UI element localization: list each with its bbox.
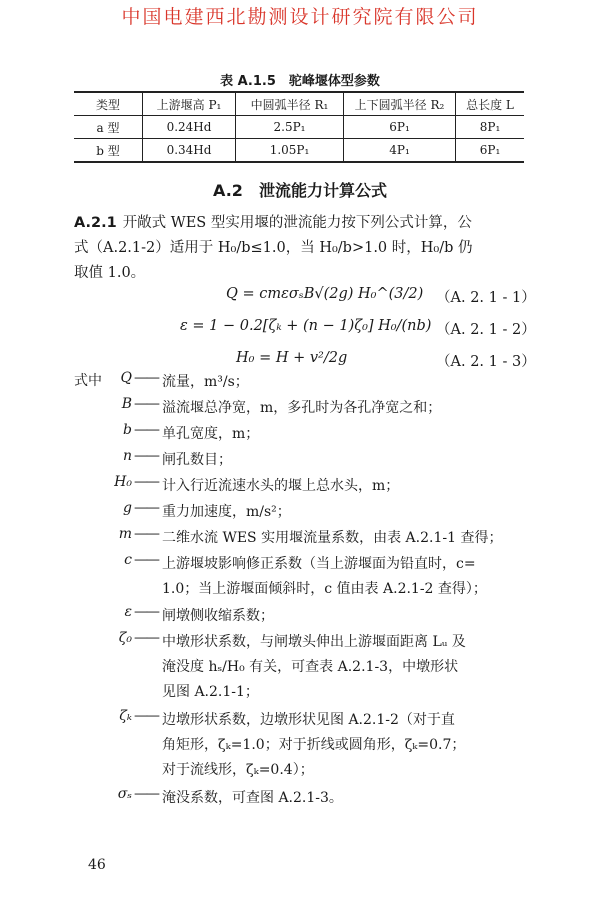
definition-text: 闸墩侧收缩系数； — [162, 608, 274, 624]
definition-text: 单孔宽度，m； — [162, 426, 260, 442]
table-cell: 8P₁ — [456, 116, 525, 139]
table-header-cell: 类型 — [74, 92, 143, 116]
equation-a-2-1-1 — [0, 286, 600, 314]
definition-symbol: Q — [120, 370, 132, 386]
definition-symbol: m — [118, 526, 132, 542]
equation-number: （A. 2. 1 - 1） — [436, 290, 536, 306]
definition-dash: —— — [134, 526, 158, 542]
definition-symbol: ζₖ — [119, 708, 132, 724]
table-header-cell: 总长度 L — [456, 92, 525, 116]
paragraph-a-2-1 — [74, 211, 529, 286]
table-cell: 0.24Hd — [143, 116, 236, 139]
definition-symbol: n — [122, 448, 132, 464]
table-cell: 4P₁ — [344, 139, 456, 163]
definition-dash: —— — [134, 552, 158, 568]
definition-text: 闸孔数目； — [162, 452, 232, 468]
definition-row — [74, 422, 534, 448]
table-title: 表 A.1.5 驼峰堰体型参数 — [220, 74, 380, 89]
definition-dash: —— — [134, 500, 158, 516]
table-cell: 2.5P₁ — [236, 116, 344, 139]
definition-symbol: H₀ — [114, 474, 132, 490]
definition-dash: —— — [134, 708, 158, 724]
definition-symbol: b — [123, 422, 132, 438]
definition-row — [74, 604, 534, 630]
definition-text-cont: 见图 A.2.1-1； — [162, 684, 259, 700]
definition-dash: —— — [134, 604, 158, 620]
definition-row — [74, 500, 534, 526]
definition-symbol: c — [124, 552, 132, 568]
definition-text: 重力加速度，m/s²； — [162, 504, 291, 520]
definition-symbol: B — [121, 396, 132, 412]
equation-formula: Q = cmεσₛB√(2g) H₀^(3/2) — [226, 286, 424, 302]
paragraph-line: 取值 1.0。 — [74, 265, 146, 281]
definition-symbol: ε — [124, 604, 132, 620]
equation-number: （A. 2. 1 - 3） — [436, 354, 536, 370]
definition-text-cont: 对于流线形，ζₖ=0.4）； — [162, 762, 314, 778]
table-cell: b 型 — [74, 139, 143, 163]
section-heading: A.2 泄流能力计算公式 — [213, 181, 387, 200]
clause-number: A.2.1 — [74, 215, 117, 231]
table-cell: a 型 — [74, 116, 143, 139]
parameter-table — [74, 91, 524, 163]
page-number: 46 — [88, 857, 106, 873]
definition-dash: —— — [134, 630, 158, 646]
table-cell: 0.34Hd — [143, 139, 236, 163]
definition-row — [74, 786, 534, 812]
definition-text: 流量，m³/s； — [162, 374, 249, 390]
definition-symbol: ζ₀ — [118, 630, 132, 646]
table-cell: 6P₁ — [456, 139, 525, 163]
table-header-cell: 上下圆弧半径 R₂ — [344, 92, 456, 116]
definition-text: 淹没系数，可查图 A.2.1-3。 — [162, 790, 343, 806]
equation-number: （A. 2. 1 - 2） — [436, 322, 536, 338]
definition-row — [74, 396, 534, 422]
definition-dash: —— — [134, 370, 158, 386]
definition-text-cont: 1.0；当上游堰面倾斜时，c 值由表 A.2.1-2 查得）； — [162, 581, 487, 597]
definition-row — [74, 708, 534, 778]
definition-row — [74, 526, 534, 552]
definition-row — [74, 370, 534, 396]
definition-text-cont: 角矩形，ζₖ=1.0；对于折线或圆角形，ζₖ=0.7； — [162, 737, 466, 753]
definition-dash: —— — [134, 448, 158, 464]
definition-symbol: g — [123, 500, 132, 516]
definition-symbol: σₛ — [117, 786, 132, 802]
definition-dash: —— — [134, 396, 158, 412]
definition-dash: —— — [134, 422, 158, 438]
definition-text: 边墩形状系数，边墩形状见图 A.2.1-2（对于直 — [162, 712, 455, 728]
definition-row — [74, 474, 534, 500]
equation-formula: H₀ = H + v²/2g — [236, 350, 348, 366]
definition-row — [74, 630, 534, 700]
table-header-row — [74, 92, 524, 116]
definition-dash: —— — [134, 474, 158, 490]
definition-text: 中墩形状系数，与闸墩头伸出上游堰面距离 Lᵤ 及 — [162, 634, 466, 650]
watermark-text: 中国电建西北勘测设计研究院有限公司 — [121, 6, 479, 28]
definition-text: 上游堰坡影响修正系数（当上游堰面为铅直时，c= — [162, 556, 476, 572]
definition-text-cont: 淹没度 hₛ/H₀ 有关，可查表 A.2.1-3，中墩形状 — [162, 659, 459, 675]
paragraph-line — [74, 211, 529, 236]
definition-row — [74, 448, 534, 474]
paragraph-text: 开敞式 WES 型实用堰的泄流能力按下列公式计算，公 — [122, 215, 472, 231]
table-cell: 1.05P₁ — [236, 139, 344, 163]
definition-text: 溢流堰总净宽，m，多孔时为各孔净宽之和； — [162, 400, 442, 416]
table-header-cell: 上游堰高 P₁ — [143, 92, 236, 116]
table-row — [74, 139, 524, 163]
definition-text: 计入行近流速水头的堰上总水头，m； — [162, 478, 400, 494]
definitions-lead: 式中 — [74, 373, 102, 389]
table-header-cell: 中圆弧半径 R₁ — [236, 92, 344, 116]
definition-dash: —— — [134, 786, 158, 802]
equation-a-2-1-2 — [0, 318, 600, 346]
definition-row — [74, 552, 534, 597]
equation-formula: ε = 1 − 0.2[ζₖ + (n − 1)ζ₀] H₀/(nb) — [180, 318, 432, 334]
table-row — [74, 116, 524, 139]
definition-text: 二维水流 WES 实用堰流量系数，由表 A.2.1-1 查得； — [162, 530, 503, 546]
paragraph-line: 式（A.2.1-2）适用于 H₀/b≤1.0，当 H₀/b>1.0 时，H₀/b 仍 — [74, 240, 473, 256]
table-cell: 6P₁ — [344, 116, 456, 139]
